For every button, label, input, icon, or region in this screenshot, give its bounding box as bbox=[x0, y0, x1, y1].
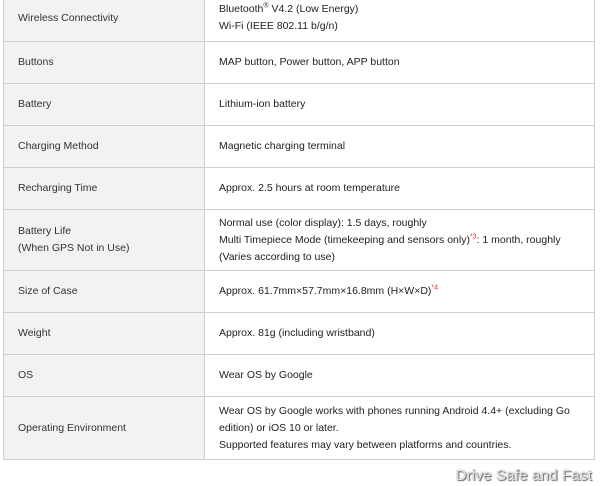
spec-value-text: Wear OS by Google bbox=[219, 369, 313, 381]
footnote-marker: *3 bbox=[469, 233, 477, 240]
spec-value-line bbox=[219, 283, 584, 300]
spec-value-line bbox=[219, 437, 584, 454]
spec-row bbox=[4, 313, 595, 355]
spec-value-line bbox=[219, 96, 584, 113]
spec-label-line: Recharging Time bbox=[18, 182, 98, 194]
spec-row bbox=[4, 42, 595, 84]
spec-label bbox=[4, 126, 205, 168]
spec-value-line bbox=[219, 54, 584, 71]
spec-row bbox=[4, 0, 595, 42]
spec-value bbox=[205, 210, 595, 271]
spec-row bbox=[4, 126, 595, 168]
spec-value-text: Magnetic charging terminal bbox=[219, 140, 346, 152]
watermark: Drive Safe and Fast bbox=[455, 467, 592, 484]
spec-value bbox=[205, 0, 595, 42]
spec-value-text: : 1 month, roughly bbox=[476, 233, 561, 246]
spec-value-line bbox=[219, 1, 584, 18]
spec-label-line: Battery bbox=[18, 98, 52, 110]
spec-label bbox=[4, 168, 205, 210]
spec-value bbox=[205, 271, 595, 313]
spec-label-line: Wireless Connectivity bbox=[18, 11, 119, 24]
spec-value-text: edition) or iOS 10 or later. bbox=[219, 421, 339, 434]
spec-table bbox=[3, 0, 595, 460]
spec-value-line bbox=[219, 325, 584, 342]
registered-mark: ® bbox=[263, 2, 269, 10]
spec-label bbox=[4, 210, 205, 271]
spec-label bbox=[4, 355, 205, 397]
spec-value-text: Wear OS by Google works with phones running Android 4.4+ (excluding Go bbox=[219, 404, 570, 417]
spec-row bbox=[4, 271, 595, 313]
spec-value bbox=[205, 355, 595, 397]
spec-label bbox=[4, 271, 205, 313]
spec-value bbox=[205, 42, 595, 84]
spec-value-text: (Varies according to use) bbox=[219, 250, 335, 263]
spec-row bbox=[4, 355, 595, 397]
spec-label-line: Charging Method bbox=[18, 140, 99, 152]
spec-value-line bbox=[219, 215, 584, 232]
spec-label bbox=[4, 42, 205, 84]
spec-row bbox=[4, 168, 595, 210]
spec-label-line: OS bbox=[18, 369, 34, 381]
spec-value-text: Bluetooth bbox=[219, 3, 264, 15]
spec-value-line bbox=[219, 420, 584, 437]
spec-value-text: Approx. 2.5 hours at room temperature bbox=[219, 182, 400, 194]
spec-value bbox=[205, 84, 595, 126]
spec-row bbox=[4, 210, 595, 271]
spec-label-line: Size of Case bbox=[18, 285, 78, 297]
spec-table-body bbox=[4, 0, 595, 460]
spec-value-text: V4.2 (Low Energy) bbox=[268, 3, 359, 15]
spec-value-text: Normal use (color display): 1.5 days, roughly bbox=[219, 216, 427, 229]
spec-label-line: Battery Life bbox=[18, 225, 72, 237]
footnote-marker: *4 bbox=[431, 284, 439, 292]
spec-row bbox=[4, 84, 595, 126]
spec-label-line: (When GPS Not in Use) bbox=[18, 242, 130, 254]
spec-value-line bbox=[219, 249, 584, 266]
spec-label bbox=[4, 397, 205, 460]
spec-label-line: Operating Environment bbox=[18, 421, 126, 434]
spec-label bbox=[4, 0, 205, 42]
spec-value-text: MAP button, Power button, APP button bbox=[219, 56, 400, 68]
spec-value-line bbox=[219, 18, 584, 35]
spec-value-text: Approx. 61.7mm×57.7mm×16.8mm (H×W×D) bbox=[219, 285, 432, 297]
spec-value-text: Lithium-ion battery bbox=[219, 98, 306, 110]
spec-value-text: Wi-Fi (IEEE 802.11 b/g/n) bbox=[219, 20, 338, 32]
spec-value-text: Supported features may vary between platforms and countries. bbox=[219, 438, 512, 451]
spec-value-line bbox=[219, 180, 584, 197]
spec-value-text: Approx. 81g (including wristband) bbox=[219, 327, 375, 339]
spec-value bbox=[205, 313, 595, 355]
spec-label bbox=[4, 84, 205, 126]
spec-value-line bbox=[219, 138, 584, 155]
spec-value bbox=[205, 126, 595, 168]
spec-value bbox=[205, 168, 595, 210]
spec-value-line bbox=[219, 232, 584, 249]
spec-value-line bbox=[219, 403, 584, 420]
spec-label-line: Weight bbox=[18, 327, 51, 339]
spec-label-line: Buttons bbox=[18, 56, 54, 68]
spec-label bbox=[4, 313, 205, 355]
spec-row bbox=[4, 397, 595, 460]
spec-value-line bbox=[219, 367, 584, 384]
spec-value bbox=[205, 397, 595, 460]
spec-value-text: Multi Timepiece Mode (timekeeping and sensors only) bbox=[219, 233, 470, 246]
